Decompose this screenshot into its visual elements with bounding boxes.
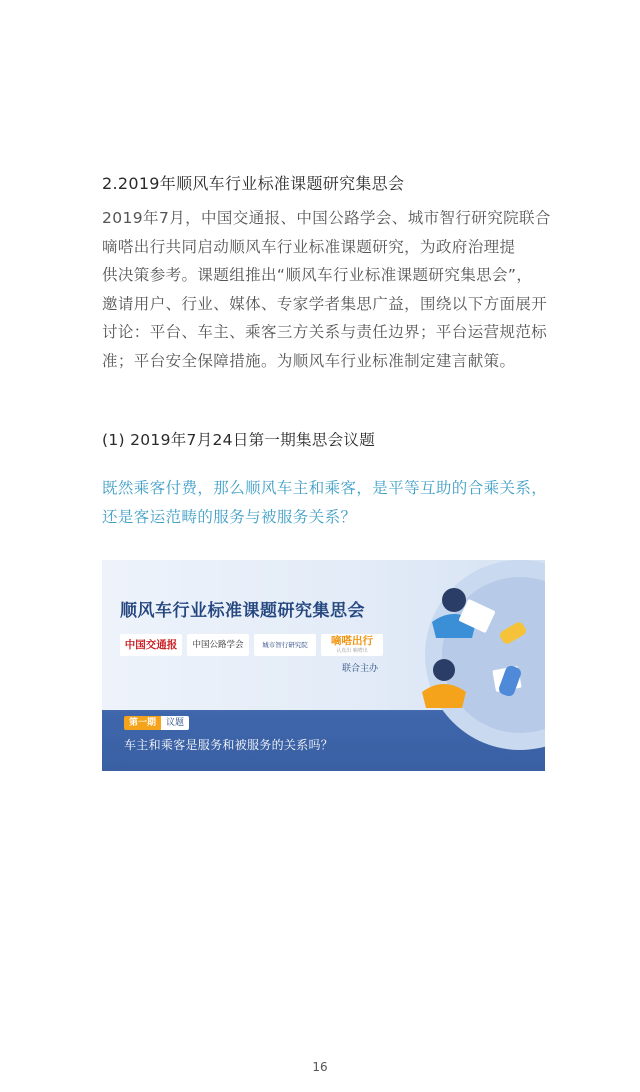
body-paragraph	[102, 204, 551, 375]
issue-tag	[124, 716, 189, 730]
question-line: 还是客运范畴的服务与被服务关系？	[102, 507, 357, 526]
meeting-illustration	[402, 560, 545, 771]
banner-title: 顺风车行业标准课题研究集思会	[120, 601, 365, 621]
page-number: 16	[312, 1060, 328, 1074]
dida-logo	[321, 634, 383, 656]
dida-logo-text: 嘀嗒出行	[331, 635, 373, 647]
body-line: 供决策参考。课题组推出“顺风车行业标准课题研究集思会”，	[102, 266, 533, 284]
co-host-label: 联合主办	[342, 664, 379, 674]
subsection-title: (1) 2019年7月24日第一期集思会议题	[102, 431, 376, 449]
banner-issue-question: 车主和乘客是服务和被服务的关系吗？	[124, 738, 334, 752]
highlighted-question	[102, 474, 547, 531]
china-highway-society-logo: 中国公路学会	[187, 634, 249, 656]
body-line: 讨论：平台、车主、乘客三方关系与责任边界；平台运营规范标	[102, 323, 548, 341]
issue-label-tag: 议题	[161, 716, 189, 730]
body-line: 准；平台安全保障措施。为顺风车行业标准制定建言献策。	[102, 351, 516, 370]
question-line: 既然乘客付费，那么顺风车主和乘客，是平等互助的合乘关系，	[102, 479, 548, 497]
body-line: 邀请用户、行业、媒体、专家学者集思广益，围绕以下方面展开	[102, 294, 548, 313]
city-mobility-institute-logo: 城市智行研究院	[254, 634, 316, 656]
body-line: 嘀嗒出行共同启动顺风车行业标准课题研究，为政府治理提	[102, 237, 516, 256]
issue-number-tag: 第一期	[124, 716, 161, 730]
event-banner-image	[102, 560, 545, 771]
body-line: 2019年7月，中国交通报、中国公路学会、城市智行研究院联合	[102, 209, 551, 227]
section-title: 2.2019年顺风车行业标准课题研究集思会	[102, 174, 405, 193]
china-traffic-news-logo: 中国交通报	[120, 634, 182, 656]
dida-logo-subtext: 认真出 嘀嗒出	[336, 648, 368, 654]
